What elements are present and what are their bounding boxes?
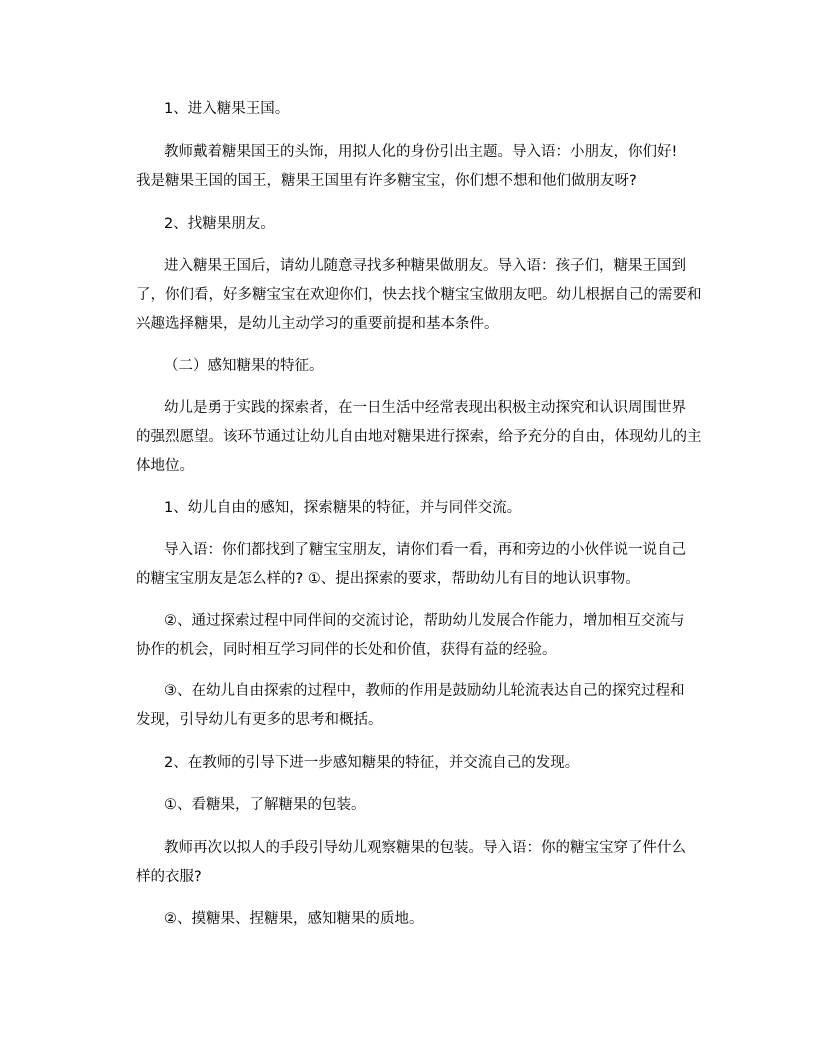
text-line: 协作的机会，同时相互学习同伴的长处和价值，获得有益的经验。 — [136, 642, 557, 658]
paragraph-heading-find-friends — [136, 210, 696, 239]
text-line: 我是糖果王国的国王，糖果王国里有许多糖宝宝，你们想不想和他们做朋友呀? — [136, 173, 637, 189]
text-line: 样的衣服? — [136, 869, 202, 885]
paragraph-heading-guided-perception — [136, 749, 696, 778]
text-line: ②、通过探索过程中同伴间的交流讨论，帮助幼儿发展合作能力，增加相互交流与 — [164, 613, 685, 629]
paragraph-teacher-intro — [136, 138, 696, 196]
text-line: 了，你们看，好多糖宝宝在欢迎你们，快去找个糖宝宝做朋友吧。幼儿根据自己的需要和 — [136, 287, 702, 303]
paragraph-touch-candy — [136, 905, 696, 934]
paragraph-intro-look — [136, 536, 696, 594]
text-line: 2、在教师的引导下进一步感知糖果的特征，并交流自己的发现。 — [164, 755, 580, 771]
paragraph-heading-free-perception — [136, 494, 696, 523]
paragraph-heading-perceive-features — [136, 352, 696, 381]
text-line: 1、幼儿自由的感知，探索糖果的特征，并与同伴交流。 — [164, 500, 522, 516]
text-line: 发现，引导幼儿有更多的思考和概括。 — [136, 712, 383, 728]
text-line: 体地位。 — [136, 458, 194, 474]
text-line: （二）感知糖果的特征。 — [164, 358, 324, 374]
text-line: 导入语：你们都找到了糖宝宝朋友，请你们看一看，再和旁边的小伙伴说一说自己 — [164, 542, 686, 558]
paragraph-heading-enter-candy-kingdom — [136, 95, 696, 124]
paragraph-look-packaging — [136, 791, 696, 820]
text-line: 教师戴着糖果国王的头饰，用拟人化的身份引出主题。导入语：小朋友，你们好! — [164, 144, 678, 160]
text-line: ③、在幼儿自由探索的过程中，教师的作用是鼓励幼儿轮流表达自己的探究过程和 — [164, 683, 685, 699]
text-line: ①、看糖果，了解糖果的包装。 — [164, 797, 366, 813]
text-line: 教师再次以拟人的手段引导幼儿观察糖果的包装。导入语：你的糖宝宝穿了件什么 — [164, 840, 686, 856]
paragraph-observe-packaging — [136, 834, 696, 892]
text-line: 兴趣选择糖果，是幼儿主动学习的重要前提和基本条件。 — [136, 316, 499, 332]
paragraph-enter-kingdom — [136, 252, 702, 339]
paragraph-teacher-role — [136, 677, 696, 735]
text-line: 的糖宝宝朋友是怎么样的? ①、提出探索的要求，帮助幼儿有目的地认识事物。 — [136, 571, 640, 587]
text-line: ②、摸糖果、捏糖果，感知糖果的质地。 — [164, 911, 424, 927]
text-line: 2、找糖果朋友。 — [164, 216, 275, 232]
paragraph-peer-discussion — [136, 607, 696, 665]
text-line: 幼儿是勇于实践的探索者，在一日生活中经常表现出积极主动探究和认识周围世界 — [164, 400, 686, 416]
text-line: 1、进入糖果王国。 — [164, 101, 290, 117]
text-line: 进入糖果王国后，请幼儿随意寻找多种糖果做朋友。导入语：孩子们，糖果王国到 — [164, 258, 686, 274]
text-line: 的强烈愿望。该环节通过让幼儿自由地对糖果进行探索，给予充分的自由，体现幼儿的主 — [136, 429, 702, 445]
paragraph-explorer — [136, 394, 702, 481]
